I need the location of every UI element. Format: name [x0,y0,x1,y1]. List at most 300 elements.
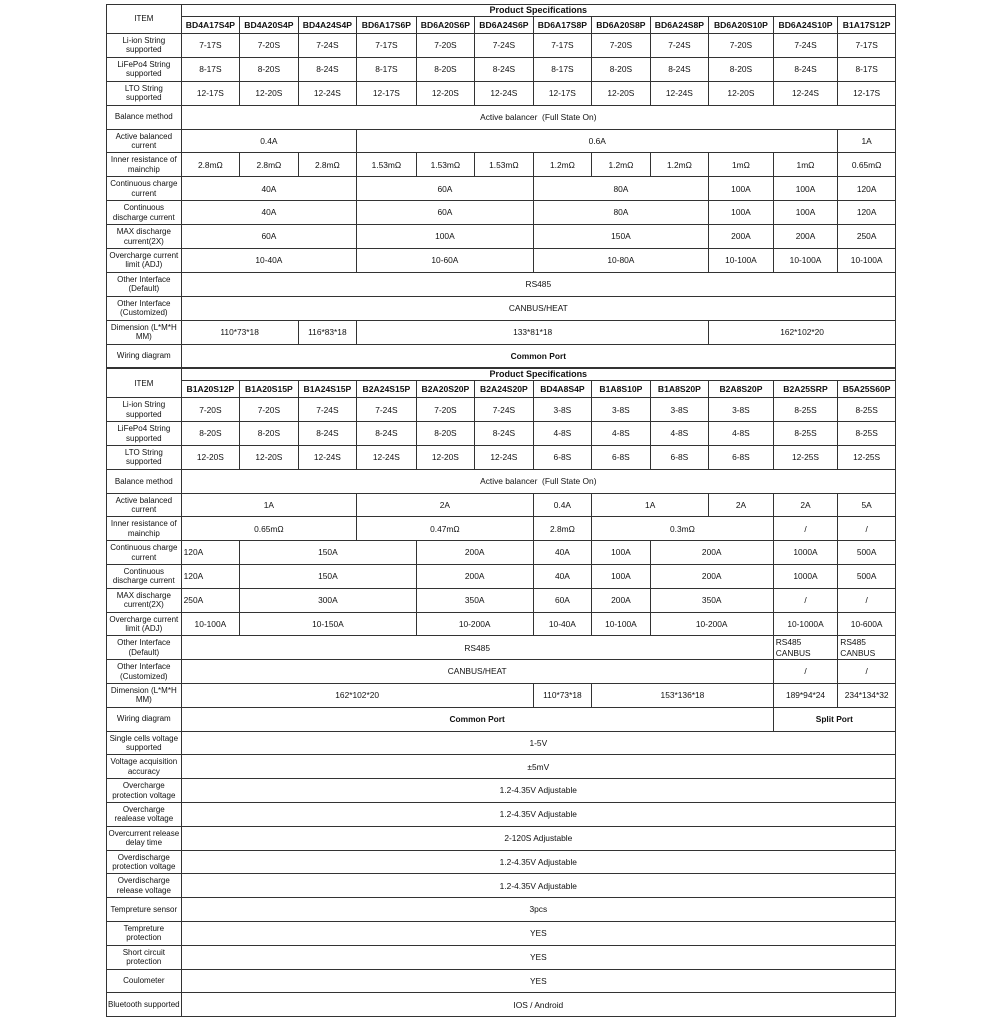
item-header: ITEM [107,369,182,398]
cell: 200A [709,225,774,249]
cell: Split Port [773,707,895,731]
row-label: Overcurrent release delay time [107,826,182,850]
row-label: Dimension (L*M*H MM) [107,320,182,344]
cell: 8-24S [357,422,417,446]
cell: 8-17S [838,57,896,81]
row-max-discharge [107,225,896,249]
cell: 12-20S [240,81,299,105]
row-liion [107,34,896,58]
row-label: Continuous charge current [107,541,182,565]
cell: 7-24S [298,398,357,422]
model-name: B1A20S12P [181,381,240,398]
cell: 116*83*18 [298,320,357,344]
model-name: BD4A24S4P [298,17,357,34]
cell: 162*102*20 [181,684,533,708]
row-inner-resistance [107,153,896,177]
cell: 200A [650,541,773,565]
cell: 7-24S [298,34,357,58]
cell: 7-17S [181,34,240,58]
cell: 162*102*20 [709,320,896,344]
row-iface-default [107,636,896,660]
row-cont-charge [107,177,896,201]
row-label: Bluetooth supported [107,993,182,1017]
cell: RS485 CANBUS [773,636,838,660]
cell: 100A [592,565,651,589]
row-label: Other Interface (Default) [107,636,182,660]
cell: 8-20S [240,422,299,446]
cell: 1.2mΩ [533,153,592,177]
cell: 3pcs [181,898,895,922]
cell: 150A [240,541,417,565]
cell: 12-24S [475,81,534,105]
row-inner-resistance [107,517,896,541]
row-iface-custom [107,660,896,684]
model-name: B5A25S60P [838,381,896,398]
cell: Active balancer (Full State On) [181,469,895,493]
cell: 10-100A [709,249,774,273]
cell: 10-100A [592,612,651,636]
cell: 12-24S [650,81,709,105]
cell: 2A [357,493,534,517]
cell: 8-25S [773,422,838,446]
cell: 3-8S [650,398,709,422]
cell: 500A [838,565,896,589]
row-overcharge-limit [107,612,896,636]
cell: 8-25S [838,422,896,446]
model-name: BD6A17S8P [533,17,592,34]
cell: 7-24S [773,34,838,58]
cell: 7-17S [533,34,592,58]
row-wiring [107,344,896,368]
cell: CANBUS/HEAT [181,296,895,320]
cell: 8-24S [475,422,534,446]
cell: 10-200A [650,612,773,636]
cell: 10-100A [773,249,838,273]
cell: 1.53mΩ [416,153,475,177]
row-label: MAX discharge current(2X) [107,588,182,612]
cell: 80A [533,177,709,201]
row-label: Other Interface (Customized) [107,660,182,684]
cell: 2A [773,493,838,517]
cell: 189*94*24 [773,684,838,708]
cell: 12-20S [181,446,240,470]
spec-sheet [106,4,896,1017]
cell: 12-24S [298,446,357,470]
cell: 2.8mΩ [298,153,357,177]
model-name: B2A25SRP [773,381,838,398]
cell: 2-120S Adjustable [181,826,895,850]
cell: / [838,660,896,684]
cell: 200A [416,541,533,565]
cell: 200A [592,588,651,612]
row-short-circuit [107,945,896,969]
model-name: BD4A8S4P [533,381,592,398]
row-label: LiFePo4 String supported [107,57,182,81]
cell: 200A [773,225,838,249]
cell: 60A [357,201,534,225]
cell: 8-25S [838,398,896,422]
spec-table-1 [106,4,896,368]
row-label: Other Interface (Default) [107,272,182,296]
model-row [107,17,896,34]
cell: 0.3mΩ [592,517,774,541]
model-name: B2A24S15P [357,381,417,398]
cell: RS485 [181,272,895,296]
cell: 12-24S [475,446,534,470]
cell: 8-17S [357,57,417,81]
row-label: Dimension (L*M*H MM) [107,684,182,708]
cell: 10-100A [838,249,896,273]
cell: 12-24S [357,446,417,470]
cell: YES [181,969,895,993]
row-label: MAX discharge current(2X) [107,225,182,249]
cell: 4-8S [709,422,774,446]
cell: 12-17S [357,81,417,105]
row-overcharge-prot [107,779,896,803]
row-balance-method [107,105,896,129]
row-label: Overcharge current limit (ADJ) [107,249,182,273]
cell: 200A [416,565,533,589]
cell: 7-20S [416,398,475,422]
model-name: B2A20S20P [416,381,475,398]
model-name: B1A17S12P [838,17,896,34]
row-label: Inner resistance of mainchip [107,153,182,177]
cell: 1.2-4.35V Adjustable [181,779,895,803]
cell: 120A [181,565,240,589]
cell: 7-20S [416,34,475,58]
row-label: Li-ion String supported [107,34,182,58]
cell: 0.47mΩ [357,517,534,541]
cell: 5A [838,493,896,517]
cell: 8-20S [416,422,475,446]
cell: 12-20S [709,81,774,105]
cell: 8-20S [416,57,475,81]
cell: / [838,517,896,541]
cell: 8-24S [475,57,534,81]
cell: 7-20S [709,34,774,58]
row-label: LTO String supported [107,81,182,105]
cell: Common Port [181,707,773,731]
row-voltage-acq [107,755,896,779]
model-name: B2A8S20P [709,381,774,398]
cell: / [773,660,838,684]
item-header: ITEM [107,5,182,34]
cell: 100A [357,225,534,249]
cell: 6-8S [709,446,774,470]
cell: 150A [240,565,417,589]
cell: 12-24S [298,81,357,105]
model-name: BD6A20S6P [416,17,475,34]
cell: 0.4A [533,493,592,517]
model-row [107,381,896,398]
row-label: Voltage acquisition accuracy [107,755,182,779]
cell: 40A [181,177,357,201]
product-specifications-title: Product Specifications [181,5,895,17]
row-label: Continuous discharge current [107,201,182,225]
row-cont-charge [107,541,896,565]
model-name: BD6A20S10P [709,17,774,34]
cell: 120A [838,201,896,225]
row-dimension [107,684,896,708]
row-overcharge-rel [107,803,896,827]
row-overcurrent-delay [107,826,896,850]
cell: 1.53mΩ [357,153,417,177]
row-label: Li-ion String supported [107,398,182,422]
cell: 250A [181,588,240,612]
row-single-cells [107,731,896,755]
cell: / [773,517,838,541]
row-temp-protection [107,922,896,946]
row-label: Overdischarge release voltage [107,874,182,898]
cell: 1-5V [181,731,895,755]
model-name: B2A24S20P [475,381,534,398]
cell: 8-20S [240,57,299,81]
cell: 7-20S [240,398,299,422]
cell: 2A [709,493,774,517]
model-name: BD6A24S6P [475,17,534,34]
cell: 110*73*18 [181,320,298,344]
cell: 8-17S [181,57,240,81]
row-wiring [107,707,896,731]
cell: 1.2-4.35V Adjustable [181,874,895,898]
row-iface-default [107,272,896,296]
row-overdischarge-prot [107,850,896,874]
row-lifepo4 [107,422,896,446]
cell: 2.8mΩ [181,153,240,177]
cell: 12-25S [838,446,896,470]
cell: 2.8mΩ [533,517,592,541]
cell: 12-24S [773,81,838,105]
cell: 60A [181,225,357,249]
cell: 10-200A [416,612,533,636]
model-name: BD6A20S8P [592,17,651,34]
row-label: Wiring diagram [107,707,182,731]
cell: 120A [838,177,896,201]
cell: 8-20S [181,422,240,446]
cell: 100A [773,201,838,225]
cell: 7-24S [650,34,709,58]
cell: 10-100A [181,612,240,636]
row-lto [107,81,896,105]
cell: 250A [838,225,896,249]
model-name: B1A8S20P [650,381,709,398]
row-label: Continuous discharge current [107,565,182,589]
row-label: Tempreture protection [107,922,182,946]
cell: 350A [416,588,533,612]
cell: 0.4A [181,129,357,153]
row-active-current [107,493,896,517]
cell: 12-17S [838,81,896,105]
cell: 1.2-4.35V Adjustable [181,803,895,827]
cell: 1.2mΩ [650,153,709,177]
cell: Active balancer (Full State On) [181,105,895,129]
product-specifications-title: Product Specifications [181,369,895,381]
cell: 8-20S [709,57,774,81]
cell: 4-8S [650,422,709,446]
cell: 6-8S [650,446,709,470]
cell: 12-20S [416,81,475,105]
row-coulometer [107,969,896,993]
row-label: Overcharge protection voltage [107,779,182,803]
row-temp-sensor [107,898,896,922]
cell: 12-25S [773,446,838,470]
cell: 12-17S [181,81,240,105]
cell: 7-24S [475,398,534,422]
cell: 40A [533,541,592,565]
cell: 10-1000A [773,612,838,636]
row-max-discharge [107,588,896,612]
cell: 8-25S [773,398,838,422]
cell: 6-8S [592,446,651,470]
cell: 60A [533,588,592,612]
row-label: Coulometer [107,969,182,993]
model-name: BD6A24S10P [773,17,838,34]
cell: 1A [181,493,357,517]
cell: 1000A [773,541,838,565]
cell: 1.2-4.35V Adjustable [181,850,895,874]
cell: Common Port [181,344,895,368]
cell: 8-20S [592,57,651,81]
cell: 1mΩ [773,153,838,177]
cell: 8-17S [533,57,592,81]
cell: 1A [592,493,709,517]
cell: 8-24S [773,57,838,81]
row-label: Short circuit protection [107,945,182,969]
model-name: BD4A17S4P [181,17,240,34]
row-label: LTO String supported [107,446,182,470]
cell: 1.53mΩ [475,153,534,177]
row-overcharge-limit [107,249,896,273]
cell: 10-60A [357,249,534,273]
cell: 10-600A [838,612,896,636]
cell: 3-8S [592,398,651,422]
cell: / [838,588,896,612]
spec-table-2 [106,368,896,1017]
row-label: Tempreture sensor [107,898,182,922]
row-label: Active balanced current [107,493,182,517]
cell: / [773,588,838,612]
cell: 0.6A [357,129,838,153]
cell: 120A [181,541,240,565]
cell: 100A [709,177,774,201]
cell: 2.8mΩ [240,153,299,177]
cell: 1mΩ [709,153,774,177]
model-name: BD6A17S6P [357,17,417,34]
cell: 0.65mΩ [838,153,896,177]
cell: 1000A [773,565,838,589]
cell: 1A [838,129,896,153]
cell: ±5mV [181,755,895,779]
row-iface-custom [107,296,896,320]
cell: 80A [533,201,709,225]
row-lto [107,446,896,470]
cell: 12-20S [240,446,299,470]
row-label: Balance method [107,469,182,493]
cell: 10-150A [240,612,417,636]
cell: 4-8S [533,422,592,446]
row-cont-discharge [107,565,896,589]
cell: 7-24S [357,398,417,422]
cell: 153*136*18 [592,684,774,708]
row-label: Overcharge current limit (ADJ) [107,612,182,636]
cell: 60A [357,177,534,201]
model-name: BD6A24S8P [650,17,709,34]
cell: 234*134*32 [838,684,896,708]
row-label: Balance method [107,105,182,129]
cell: 100A [773,177,838,201]
cell: RS485 CANBUS [838,636,896,660]
row-label: LiFePo4 String supported [107,422,182,446]
row-bluetooth [107,993,896,1017]
cell: 8-24S [650,57,709,81]
cell: 3-8S [709,398,774,422]
cell: YES [181,922,895,946]
cell: 12-17S [533,81,592,105]
row-liion [107,398,896,422]
cell: 7-20S [181,398,240,422]
cell: YES [181,945,895,969]
row-dimension [107,320,896,344]
cell: 12-20S [416,446,475,470]
row-balance-method [107,469,896,493]
cell: 7-17S [838,34,896,58]
cell: 4-8S [592,422,651,446]
cell: 0.65mΩ [181,517,357,541]
cell: 1.2mΩ [592,153,651,177]
cell: 40A [533,565,592,589]
cell: 10-80A [533,249,709,273]
cell: 6-8S [533,446,592,470]
cell: 40A [181,201,357,225]
cell: 7-24S [475,34,534,58]
cell: 8-24S [298,422,357,446]
cell: 10-40A [533,612,592,636]
row-label: Other Interface (Customized) [107,296,182,320]
cell: 300A [240,588,417,612]
row-label: Inner resistance of mainchip [107,517,182,541]
cell: 500A [838,541,896,565]
cell: 12-20S [592,81,651,105]
row-label: Wiring diagram [107,344,182,368]
model-name: BD4A20S4P [240,17,299,34]
model-name: B1A8S10P [592,381,651,398]
cell: 100A [709,201,774,225]
cell: RS485 [181,636,773,660]
cell: 350A [650,588,773,612]
cell: 7-20S [592,34,651,58]
row-cont-discharge [107,201,896,225]
row-label: Overdischarge protection voltage [107,850,182,874]
row-active-current [107,129,896,153]
model-name: B1A20S15P [240,381,299,398]
row-overdischarge-rel [107,874,896,898]
row-label: Active balanced current [107,129,182,153]
cell: IOS / Android [181,993,895,1017]
cell: 7-17S [357,34,417,58]
cell: 150A [533,225,709,249]
row-lifepo4 [107,57,896,81]
cell: 7-20S [240,34,299,58]
row-label: Single cells voltage supported [107,731,182,755]
cell: 200A [650,565,773,589]
row-label: Continuous charge current [107,177,182,201]
cell: CANBUS/HEAT [181,660,773,684]
cell: 100A [592,541,651,565]
row-label: Overcharge realease voltage [107,803,182,827]
cell: 110*73*18 [533,684,592,708]
cell: 3-8S [533,398,592,422]
cell: 10-40A [181,249,357,273]
